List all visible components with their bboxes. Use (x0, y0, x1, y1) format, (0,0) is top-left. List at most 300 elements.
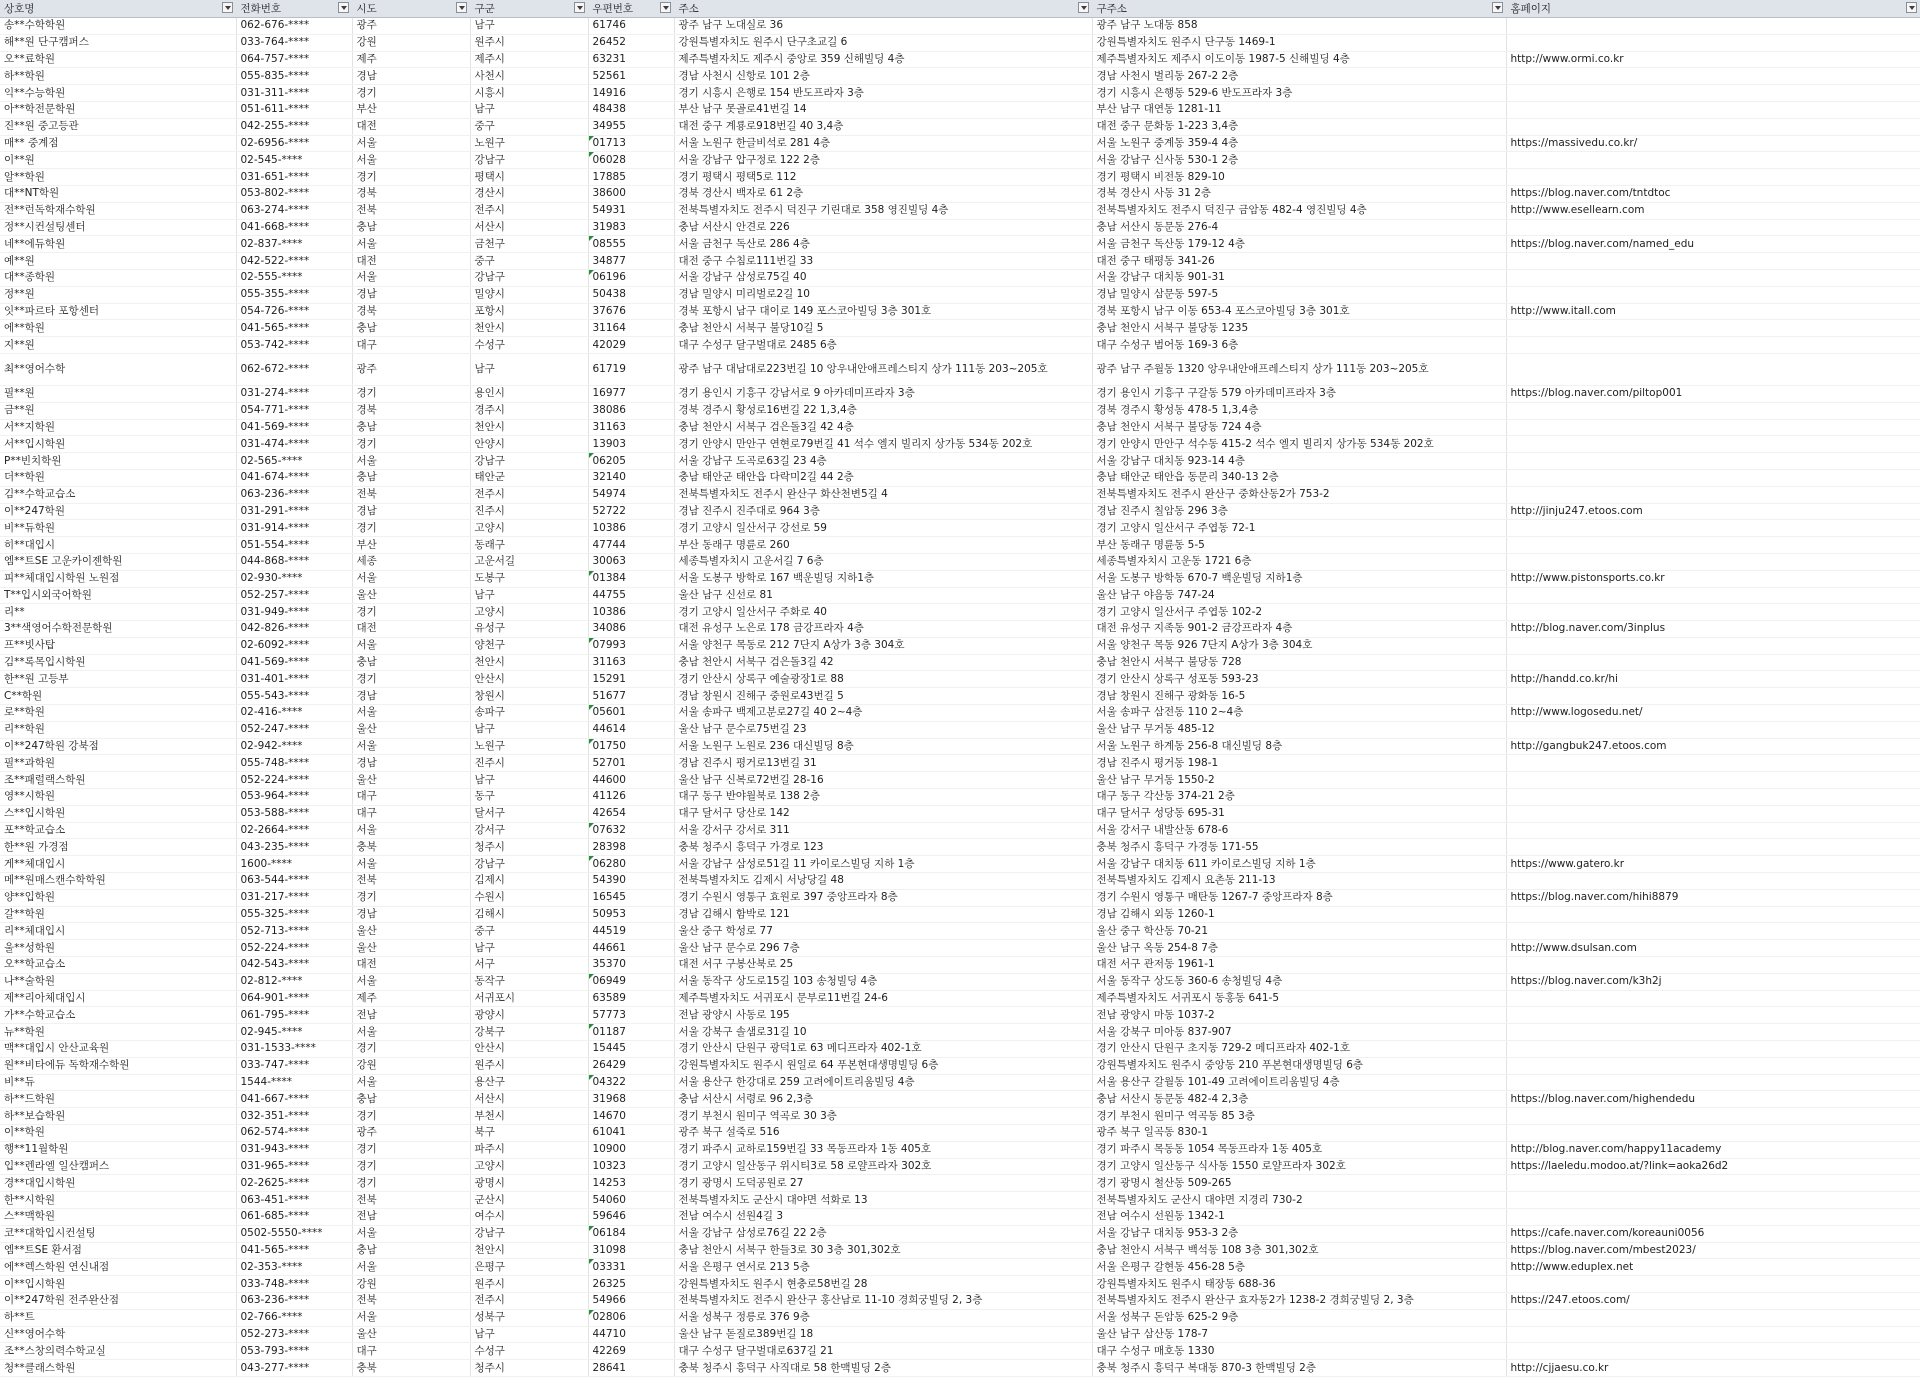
cell-name[interactable]: 정**원 (0, 286, 236, 303)
cell-phone[interactable]: 02-545-**** (236, 152, 352, 169)
cell-name[interactable]: 이**247학원 강북점 (0, 738, 236, 755)
cell-address[interactable]: 경기 안산시 단원구 광덕1로 63 메디프라자 402-1호 (674, 1041, 1092, 1058)
cell-old-address[interactable]: 울산 남구 삼산동 178-7 (1092, 1326, 1506, 1343)
cell-sido[interactable]: 서울 (352, 822, 470, 839)
cell-zip[interactable]: 10386 (588, 520, 674, 537)
cell-name[interactable]: 이**247학원 전주완산점 (0, 1292, 236, 1309)
cell-zip[interactable]: 48438 (588, 101, 674, 118)
cell-old-address[interactable]: 경기 고양시 일산서구 주엽동 72-1 (1092, 520, 1506, 537)
cell-phone[interactable]: 063-274-**** (236, 202, 352, 219)
cell-homepage[interactable] (1506, 520, 1920, 537)
cell-sido[interactable]: 제주 (352, 990, 470, 1007)
cell-phone[interactable]: 033-764-**** (236, 34, 352, 51)
cell-gugun[interactable]: 남구 (470, 101, 588, 118)
cell-homepage[interactable]: https://www.gatero.kr (1506, 856, 1920, 873)
cell-old-address[interactable]: 서울 성북구 돈암동 625-2 9층 (1092, 1309, 1506, 1326)
cell-name[interactable]: 로**학원 (0, 705, 236, 722)
cell-phone[interactable]: 051-554-**** (236, 537, 352, 554)
cell-homepage[interactable] (1506, 1108, 1920, 1125)
cell-address[interactable]: 서울 강남구 삼성로75길 40 (674, 269, 1092, 286)
cell-address[interactable]: 경기 용인시 기흥구 강남서로 9 아카데미프라자 3층 (674, 385, 1092, 402)
cell-homepage[interactable]: https://blog.naver.com/tntdtoc (1506, 185, 1920, 202)
cell-phone[interactable]: 052-713-**** (236, 923, 352, 940)
cell-address[interactable]: 강원특별자치도 원주시 단구초교길 6 (674, 34, 1092, 51)
cell-zip[interactable]: 44755 (588, 587, 674, 604)
cell-address[interactable]: 전북특별자치도 김제시 서낭당길 48 (674, 873, 1092, 890)
cell-homepage[interactable] (1506, 269, 1920, 286)
cell-old-address[interactable]: 경기 광명시 철산동 509-265 (1092, 1175, 1506, 1192)
cell-gugun[interactable]: 전주시 (470, 1292, 588, 1309)
cell-sido[interactable]: 경남 (352, 68, 470, 85)
cell-phone[interactable]: 031-474-**** (236, 436, 352, 453)
cell-gugun[interactable]: 천안시 (470, 320, 588, 337)
cell-name[interactable]: 익**수능학원 (0, 85, 236, 102)
cell-gugun[interactable]: 동작구 (470, 973, 588, 990)
header-cell-homepage[interactable] (1506, 0, 1920, 18)
cell-name[interactable]: 갈**학원 (0, 906, 236, 923)
cell-old-address[interactable]: 대구 동구 각산동 374-21 2층 (1092, 789, 1506, 806)
cell-old-address[interactable]: 전북특별자치도 김제시 요촌동 211-13 (1092, 873, 1506, 890)
cell-homepage[interactable] (1506, 18, 1920, 35)
cell-zip[interactable]: 05601 (588, 705, 674, 722)
cell-address[interactable]: 서울 강남구 삼성로51길 11 카이로스빌딩 지하 1층 (674, 856, 1092, 873)
cell-phone[interactable]: 044-868-**** (236, 553, 352, 570)
cell-old-address[interactable]: 충남 태안군 태안읍 동문리 340-13 2층 (1092, 469, 1506, 486)
cell-sido[interactable]: 경기 (352, 671, 470, 688)
cell-old-address[interactable]: 서울 강서구 내발산동 678-6 (1092, 822, 1506, 839)
cell-old-address[interactable]: 광주 남구 노대동 858 (1092, 18, 1506, 35)
cell-gugun[interactable]: 노원구 (470, 135, 588, 152)
cell-gugun[interactable]: 중구 (470, 253, 588, 270)
cell-old-address[interactable]: 서울 송파구 삼전동 110 2~4층 (1092, 705, 1506, 722)
cell-zip[interactable]: 44710 (588, 1326, 674, 1343)
cell-gugun[interactable]: 수원시 (470, 889, 588, 906)
cell-zip[interactable]: 31098 (588, 1242, 674, 1259)
cell-address[interactable]: 서울 양천구 목동로 212 7단지 A상가 3층 304호 (674, 637, 1092, 654)
cell-zip[interactable]: 52701 (588, 755, 674, 772)
cell-old-address[interactable]: 충북 청주시 흥덕구 가경동 171-55 (1092, 839, 1506, 856)
cell-gugun[interactable]: 원주시 (470, 34, 588, 51)
cell-old-address[interactable]: 경북 경주시 황성동 478-5 1,3,4층 (1092, 402, 1506, 419)
cell-gugun[interactable]: 광명시 (470, 1175, 588, 1192)
cell-old-address[interactable]: 충남 천안시 서북구 불당동 724 4층 (1092, 419, 1506, 436)
cell-sido[interactable]: 충남 (352, 419, 470, 436)
cell-gugun[interactable]: 강서구 (470, 822, 588, 839)
cell-old-address[interactable]: 경남 진주시 칠암동 296 3층 (1092, 503, 1506, 520)
cell-address[interactable]: 경남 창원시 진해구 중원로43번길 5 (674, 688, 1092, 705)
cell-zip[interactable]: 31164 (588, 320, 674, 337)
cell-zip[interactable]: 13903 (588, 436, 674, 453)
cell-sido[interactable]: 대전 (352, 118, 470, 135)
cell-phone[interactable]: 031-949-**** (236, 604, 352, 621)
cell-old-address[interactable]: 경기 안산시 상록구 성포동 593-23 (1092, 671, 1506, 688)
cell-zip[interactable]: 07632 (588, 822, 674, 839)
cell-name[interactable]: 엠**트SE 고운카이젠학원 (0, 553, 236, 570)
cell-zip[interactable]: 38600 (588, 185, 674, 202)
filter-dropdown-icon[interactable] (1492, 2, 1503, 13)
cell-phone[interactable]: 031-1533-**** (236, 1041, 352, 1058)
cell-gugun[interactable]: 노원구 (470, 738, 588, 755)
cell-address[interactable]: 서울 은평구 연서로 213 5층 (674, 1259, 1092, 1276)
cell-old-address[interactable]: 부산 남구 대연동 1281-11 (1092, 101, 1506, 118)
cell-old-address[interactable]: 대전 중구 태평동 341-26 (1092, 253, 1506, 270)
cell-sido[interactable]: 경기 (352, 889, 470, 906)
cell-zip[interactable]: 02806 (588, 1309, 674, 1326)
cell-homepage[interactable] (1506, 353, 1920, 385)
cell-zip[interactable]: 17885 (588, 169, 674, 186)
cell-sido[interactable]: 경남 (352, 503, 470, 520)
cell-name[interactable]: 금**원 (0, 402, 236, 419)
cell-old-address[interactable]: 강원특별자치도 원주시 단구동 1469-1 (1092, 34, 1506, 51)
header-cell-address[interactable] (674, 0, 1092, 18)
cell-address[interactable]: 경북 경주시 황성로16번길 22 1,3,4층 (674, 402, 1092, 419)
cell-name[interactable]: 오**학교습소 (0, 957, 236, 974)
cell-gugun[interactable]: 양천구 (470, 637, 588, 654)
cell-zip[interactable]: 10900 (588, 1141, 674, 1158)
cell-sido[interactable]: 경북 (352, 402, 470, 419)
cell-old-address[interactable]: 서울 동작구 상도동 360-6 송청빌딩 4층 (1092, 973, 1506, 990)
cell-zip[interactable]: 31968 (588, 1091, 674, 1108)
cell-homepage[interactable] (1506, 453, 1920, 470)
cell-old-address[interactable]: 강원특별자치도 원주시 중앙동 210 푸본현대생명빌딩 6층 (1092, 1057, 1506, 1074)
cell-zip[interactable]: 42654 (588, 805, 674, 822)
filter-dropdown-icon[interactable] (222, 2, 233, 13)
cell-phone[interactable]: 052-273-**** (236, 1326, 352, 1343)
cell-address[interactable]: 경남 진주시 평거로13번길 31 (674, 755, 1092, 772)
cell-gugun[interactable]: 진주시 (470, 503, 588, 520)
cell-homepage[interactable] (1506, 1192, 1920, 1209)
cell-homepage[interactable] (1506, 486, 1920, 503)
cell-old-address[interactable]: 경기 시흥시 은행동 529-6 반도프라자 3층 (1092, 85, 1506, 102)
cell-phone[interactable]: 02-353-**** (236, 1259, 352, 1276)
cell-zip[interactable]: 06949 (588, 973, 674, 990)
cell-sido[interactable]: 경남 (352, 688, 470, 705)
cell-old-address[interactable]: 대전 중구 문화동 1-223 3,4층 (1092, 118, 1506, 135)
cell-gugun[interactable]: 창원시 (470, 688, 588, 705)
cell-address[interactable]: 울산 남구 돋질로389번길 18 (674, 1326, 1092, 1343)
cell-homepage[interactable] (1506, 772, 1920, 789)
cell-address[interactable]: 경북 포항시 남구 대이로 149 포스코아빌딩 3층 301호 (674, 303, 1092, 320)
cell-old-address[interactable]: 부산 동래구 명륜동 5-5 (1092, 537, 1506, 554)
cell-phone[interactable]: 02-945-**** (236, 1024, 352, 1041)
cell-zip[interactable]: 44661 (588, 940, 674, 957)
cell-address[interactable]: 충남 서산시 안견로 226 (674, 219, 1092, 236)
cell-address[interactable]: 광주 북구 설죽로 516 (674, 1125, 1092, 1142)
cell-address[interactable]: 충남 천안시 서북구 불당10길 5 (674, 320, 1092, 337)
cell-address[interactable]: 경기 파주시 교하로159번길 33 목동프라자 1동 405호 (674, 1141, 1092, 1158)
cell-sido[interactable]: 서울 (352, 152, 470, 169)
cell-sido[interactable]: 강원 (352, 1057, 470, 1074)
cell-address[interactable]: 전북특별자치도 전주시 덕진구 기린대로 358 영진빌딩 4층 (674, 202, 1092, 219)
cell-homepage[interactable] (1506, 68, 1920, 85)
cell-zip[interactable]: 57773 (588, 1007, 674, 1024)
cell-old-address[interactable]: 서울 강남구 대치동 923-14 4층 (1092, 453, 1506, 470)
cell-address[interactable]: 대구 수성구 달구벌대로637길 21 (674, 1343, 1092, 1360)
cell-sido[interactable]: 대구 (352, 789, 470, 806)
cell-old-address[interactable]: 충남 서산시 동문동 276-4 (1092, 219, 1506, 236)
cell-old-address[interactable]: 전남 여수시 선원동 1342-1 (1092, 1208, 1506, 1225)
cell-homepage[interactable] (1506, 1175, 1920, 1192)
cell-gugun[interactable]: 강남구 (470, 269, 588, 286)
cell-gugun[interactable]: 고양시 (470, 520, 588, 537)
cell-sido[interactable]: 전남 (352, 1007, 470, 1024)
cell-sido[interactable]: 울산 (352, 772, 470, 789)
cell-phone[interactable]: 061-685-**** (236, 1208, 352, 1225)
cell-name[interactable]: 리**체대입시 (0, 923, 236, 940)
filter-dropdown-icon[interactable] (338, 2, 349, 13)
cell-old-address[interactable]: 울산 남구 무거동 1550-2 (1092, 772, 1506, 789)
cell-name[interactable]: 전**런독학재수학원 (0, 202, 236, 219)
cell-old-address[interactable]: 서울 강남구 신사동 530-1 2층 (1092, 152, 1506, 169)
cell-gugun[interactable]: 강남구 (470, 152, 588, 169)
cell-sido[interactable]: 서울 (352, 856, 470, 873)
cell-homepage[interactable] (1506, 1309, 1920, 1326)
cell-address[interactable]: 경남 진주시 진주대로 964 3층 (674, 503, 1092, 520)
cell-homepage[interactable] (1506, 219, 1920, 236)
cell-name[interactable]: 리**학원 (0, 721, 236, 738)
cell-name[interactable]: 피**체대입시학원 노원점 (0, 570, 236, 587)
cell-sido[interactable]: 전북 (352, 1292, 470, 1309)
cell-phone[interactable]: 064-901-**** (236, 990, 352, 1007)
cell-name[interactable]: 조**패럴랙스학원 (0, 772, 236, 789)
cell-name[interactable]: 지**원 (0, 337, 236, 354)
cell-phone[interactable]: 041-569-**** (236, 419, 352, 436)
cell-name[interactable]: 필**원 (0, 385, 236, 402)
filter-dropdown-icon[interactable] (574, 2, 585, 13)
cell-address[interactable]: 울산 남구 신선로 81 (674, 587, 1092, 604)
cell-gugun[interactable]: 전주시 (470, 202, 588, 219)
cell-gugun[interactable]: 안산시 (470, 1041, 588, 1058)
cell-old-address[interactable]: 전남 광양시 마동 1037-2 (1092, 1007, 1506, 1024)
cell-zip[interactable]: 06184 (588, 1225, 674, 1242)
cell-phone[interactable]: 062-574-**** (236, 1125, 352, 1142)
cell-zip[interactable]: 61746 (588, 18, 674, 35)
cell-name[interactable]: 프**빗사탑 (0, 637, 236, 654)
cell-gugun[interactable]: 남구 (470, 353, 588, 385)
filter-dropdown-icon[interactable] (1078, 2, 1089, 13)
cell-phone[interactable]: 053-742-**** (236, 337, 352, 354)
cell-sido[interactable]: 울산 (352, 1326, 470, 1343)
cell-sido[interactable]: 충북 (352, 839, 470, 856)
cell-address[interactable]: 충남 서산시 서령로 96 2,3층 (674, 1091, 1092, 1108)
cell-sido[interactable]: 서울 (352, 1259, 470, 1276)
cell-zip[interactable]: 08555 (588, 236, 674, 253)
cell-name[interactable]: 하**트 (0, 1309, 236, 1326)
cell-sido[interactable]: 서울 (352, 236, 470, 253)
cell-sido[interactable]: 대전 (352, 621, 470, 638)
cell-sido[interactable]: 경기 (352, 1041, 470, 1058)
cell-gugun[interactable]: 송파구 (470, 705, 588, 722)
cell-name[interactable]: 게**체대입시 (0, 856, 236, 873)
cell-gugun[interactable]: 군산시 (470, 1192, 588, 1209)
cell-address[interactable]: 대구 수성구 달구벌대로 2485 6층 (674, 337, 1092, 354)
cell-address[interactable]: 서울 송파구 백제고분로27길 40 2~4층 (674, 705, 1092, 722)
header-cell-zip[interactable] (588, 0, 674, 18)
cell-gugun[interactable]: 고운서길 (470, 553, 588, 570)
cell-old-address[interactable]: 대구 달서구 성당동 695-31 (1092, 805, 1506, 822)
cell-zip[interactable]: 04322 (588, 1074, 674, 1091)
cell-name[interactable]: 엠**트SE 환서점 (0, 1242, 236, 1259)
filter-dropdown-icon[interactable] (456, 2, 467, 13)
cell-address[interactable]: 서울 도봉구 방학로 167 백운빌딩 지하1층 (674, 570, 1092, 587)
cell-phone[interactable]: 02-942-**** (236, 738, 352, 755)
cell-address[interactable]: 세종특별자치시 고운서길 7 6층 (674, 553, 1092, 570)
cell-name[interactable]: 가**수학교습소 (0, 1007, 236, 1024)
cell-gugun[interactable]: 김제시 (470, 873, 588, 890)
cell-homepage[interactable] (1506, 923, 1920, 940)
cell-gugun[interactable]: 중구 (470, 923, 588, 940)
cell-old-address[interactable]: 경기 평택시 비전동 829-10 (1092, 169, 1506, 186)
cell-phone[interactable]: 043-235-**** (236, 839, 352, 856)
cell-address[interactable]: 광주 남구 대남대로223번길 10 앙우내안애프레스티지 상가 111동 203~205호 (674, 353, 1092, 385)
cell-zip[interactable]: 61719 (588, 353, 674, 385)
cell-zip[interactable]: 06196 (588, 269, 674, 286)
cell-homepage[interactable]: http://cjjaesu.co.kr (1506, 1360, 1920, 1377)
cell-zip[interactable]: 10323 (588, 1158, 674, 1175)
cell-homepage[interactable]: https://blog.naver.com/named_edu (1506, 236, 1920, 253)
cell-name[interactable]: 스**입시학원 (0, 805, 236, 822)
cell-name[interactable]: 서**지학원 (0, 419, 236, 436)
cell-phone[interactable]: 052-224-**** (236, 772, 352, 789)
cell-homepage[interactable] (1506, 1057, 1920, 1074)
cell-gugun[interactable]: 전주시 (470, 486, 588, 503)
cell-homepage[interactable]: http://jinju247.etoos.com (1506, 503, 1920, 520)
cell-sido[interactable]: 전북 (352, 873, 470, 890)
cell-phone[interactable]: 02-2664-**** (236, 822, 352, 839)
cell-gugun[interactable]: 강남구 (470, 856, 588, 873)
cell-gugun[interactable]: 서산시 (470, 1091, 588, 1108)
cell-zip[interactable]: 61041 (588, 1125, 674, 1142)
cell-name[interactable]: 이**학원 (0, 1125, 236, 1142)
cell-name[interactable]: 뉴**학원 (0, 1024, 236, 1041)
cell-sido[interactable]: 경기 (352, 436, 470, 453)
cell-phone[interactable]: 1544-**** (236, 1074, 352, 1091)
cell-zip[interactable]: 31163 (588, 419, 674, 436)
cell-homepage[interactable] (1506, 34, 1920, 51)
cell-zip[interactable]: 44600 (588, 772, 674, 789)
cell-phone[interactable]: 032-351-**** (236, 1108, 352, 1125)
cell-sido[interactable]: 경기 (352, 1141, 470, 1158)
cell-old-address[interactable]: 울산 남구 옥동 254-8 7층 (1092, 940, 1506, 957)
cell-old-address[interactable]: 대구 수성구 범어동 169-3 6층 (1092, 337, 1506, 354)
cell-address[interactable]: 경남 밀양시 미리벌로2길 10 (674, 286, 1092, 303)
cell-zip[interactable]: 54974 (588, 486, 674, 503)
cell-phone[interactable]: 062-672-**** (236, 353, 352, 385)
cell-phone[interactable]: 031-943-**** (236, 1141, 352, 1158)
cell-zip[interactable]: 52561 (588, 68, 674, 85)
cell-zip[interactable]: 30063 (588, 553, 674, 570)
cell-sido[interactable]: 경북 (352, 303, 470, 320)
cell-zip[interactable]: 06280 (588, 856, 674, 873)
cell-homepage[interactable]: http://www.logosedu.net/ (1506, 705, 1920, 722)
cell-sido[interactable]: 경기 (352, 1175, 470, 1192)
cell-old-address[interactable]: 경남 사천시 벌리동 267-2 2층 (1092, 68, 1506, 85)
cell-address[interactable]: 경기 평택시 평택5로 112 (674, 169, 1092, 186)
cell-sido[interactable]: 서울 (352, 1309, 470, 1326)
cell-old-address[interactable]: 경남 김해시 외동 1260-1 (1092, 906, 1506, 923)
cell-phone[interactable]: 055-748-**** (236, 755, 352, 772)
cell-gugun[interactable]: 광양시 (470, 1007, 588, 1024)
cell-address[interactable]: 전남 여수시 선원4길 3 (674, 1208, 1092, 1225)
cell-name[interactable]: 진**원 중고등관 (0, 118, 236, 135)
cell-zip[interactable]: 47744 (588, 537, 674, 554)
cell-address[interactable]: 전북특별자치도 전주시 완산구 화산천변5길 4 (674, 486, 1092, 503)
cell-old-address[interactable]: 경기 고양시 일산서구 주엽동 102-2 (1092, 604, 1506, 621)
cell-old-address[interactable]: 서울 은평구 갈현동 456-28 5층 (1092, 1259, 1506, 1276)
cell-zip[interactable]: 50953 (588, 906, 674, 923)
cell-address[interactable]: 경기 고양시 일산서구 강선로 59 (674, 520, 1092, 537)
cell-name[interactable]: 하**학원 (0, 68, 236, 85)
cell-zip[interactable]: 63589 (588, 990, 674, 1007)
cell-phone[interactable]: 031-965-**** (236, 1158, 352, 1175)
cell-name[interactable]: 3**색영어수학전문학원 (0, 621, 236, 638)
filter-dropdown-icon[interactable] (1906, 2, 1917, 13)
cell-gugun[interactable]: 포항시 (470, 303, 588, 320)
cell-phone[interactable]: 051-611-**** (236, 101, 352, 118)
cell-phone[interactable]: 02-6092-**** (236, 637, 352, 654)
cell-old-address[interactable]: 경기 고양시 일산동구 식사동 1550 로얄프라자 302호 (1092, 1158, 1506, 1175)
cell-old-address[interactable]: 서울 양천구 목동 926 7단지 A상가 3층 304호 (1092, 637, 1506, 654)
cell-gugun[interactable]: 여수시 (470, 1208, 588, 1225)
cell-address[interactable]: 부산 동래구 명륜로 260 (674, 537, 1092, 554)
cell-homepage[interactable] (1506, 1326, 1920, 1343)
cell-homepage[interactable] (1506, 419, 1920, 436)
cell-phone[interactable]: 033-747-**** (236, 1057, 352, 1074)
cell-phone[interactable]: 041-565-**** (236, 1242, 352, 1259)
cell-name[interactable]: 오**료학원 (0, 51, 236, 68)
cell-zip[interactable]: 01187 (588, 1024, 674, 1041)
cell-zip[interactable]: 59646 (588, 1208, 674, 1225)
cell-name[interactable]: 원**비타에듀 독학재수학원 (0, 1057, 236, 1074)
cell-homepage[interactable]: https://blog.naver.com/k3h2j (1506, 973, 1920, 990)
cell-homepage[interactable]: http://blog.naver.com/happy11academy (1506, 1141, 1920, 1158)
cell-homepage[interactable] (1506, 839, 1920, 856)
cell-zip[interactable]: 42269 (588, 1343, 674, 1360)
cell-phone[interactable]: 053-793-**** (236, 1343, 352, 1360)
cell-homepage[interactable] (1506, 654, 1920, 671)
cell-address[interactable]: 충남 천안시 서북구 검은돌3길 42 (674, 654, 1092, 671)
cell-phone[interactable]: 053-802-**** (236, 185, 352, 202)
cell-gugun[interactable]: 사천시 (470, 68, 588, 85)
cell-name[interactable]: 양**입학원 (0, 889, 236, 906)
cell-zip[interactable]: 35370 (588, 957, 674, 974)
cell-sido[interactable]: 경남 (352, 286, 470, 303)
cell-gugun[interactable]: 남구 (470, 772, 588, 789)
cell-sido[interactable]: 서울 (352, 1225, 470, 1242)
cell-address[interactable]: 제주특별자치도 제주시 중앙로 359 신해빌딩 4층 (674, 51, 1092, 68)
cell-address[interactable]: 경기 광명시 도덕공원로 27 (674, 1175, 1092, 1192)
cell-sido[interactable]: 대구 (352, 805, 470, 822)
cell-homepage[interactable]: http://gangbuk247.etoos.com (1506, 738, 1920, 755)
cell-phone[interactable]: 1600-**** (236, 856, 352, 873)
cell-address[interactable]: 울산 중구 학성로 77 (674, 923, 1092, 940)
cell-sido[interactable]: 서울 (352, 705, 470, 722)
cell-gugun[interactable]: 서구 (470, 957, 588, 974)
cell-old-address[interactable]: 울산 남구 무거동 485-12 (1092, 721, 1506, 738)
cell-name[interactable]: 에**학원 (0, 320, 236, 337)
cell-gugun[interactable]: 남구 (470, 18, 588, 35)
cell-zip[interactable]: 37676 (588, 303, 674, 320)
cell-zip[interactable]: 63231 (588, 51, 674, 68)
cell-homepage[interactable] (1506, 906, 1920, 923)
cell-name[interactable]: 이**입시학원 (0, 1276, 236, 1293)
cell-homepage[interactable] (1506, 1024, 1920, 1041)
cell-gugun[interactable]: 천안시 (470, 419, 588, 436)
cell-sido[interactable]: 전남 (352, 1208, 470, 1225)
cell-address[interactable]: 경남 김해시 함박로 121 (674, 906, 1092, 923)
cell-phone[interactable]: 042-522-**** (236, 253, 352, 270)
cell-old-address[interactable]: 경기 안양시 만안구 석수동 415-2 석수 엘지 빌리지 상가동 534동 202호 (1092, 436, 1506, 453)
